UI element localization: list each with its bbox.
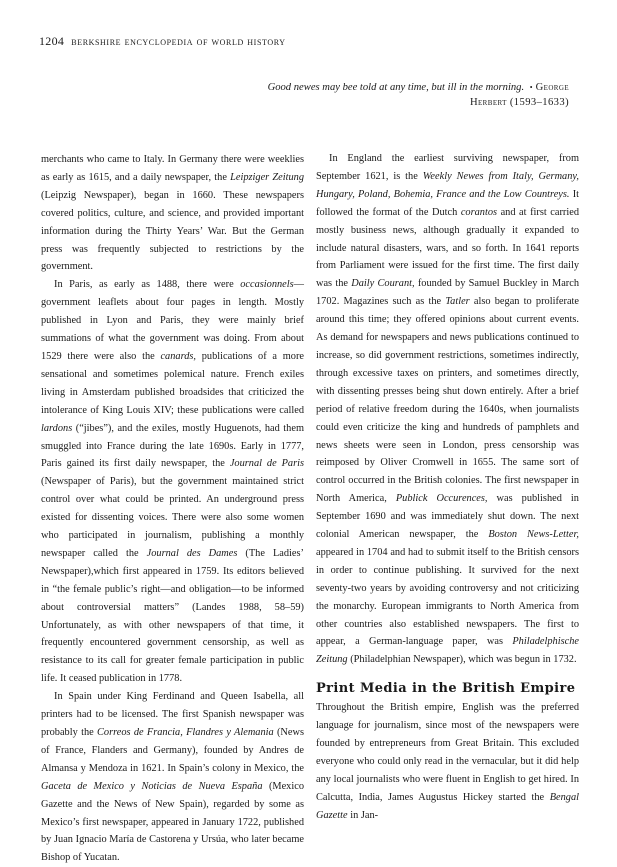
text-run: and at first carried mostly business news, although gradually it expanded to include natural disasters, wars, and so forth. In 1641 reports from Parliament were issued for the first time. The first daily was the <box>316 206 579 290</box>
text-run: Throughout the British empire, English was the preferred language for journalism, since most of the newspapers were founded by entrepreneurs from Great Britain. This excluded everyone who could only read in the vernacular, but it did help any local journalists who were fluent in English to get hired. In Calcutta, India, James Augustus Hickey started the <box>316 702 579 803</box>
italic-title: Bengal Gazette <box>316 791 579 821</box>
paragraph <box>41 688 304 867</box>
italic-term: canards, <box>160 350 196 362</box>
italic-title: Philadelphische Zeitung <box>316 636 579 666</box>
text-run: In England the earliest surviving newspaper, from September 1621, is the <box>316 153 579 182</box>
paragraph <box>41 276 304 688</box>
text-run: (News of France, Flanders and Germany), founded by Andres de Almansa y Mendoza in 1621. In Spain’s colony in Mexico, the <box>41 727 304 774</box>
right-column <box>316 150 579 825</box>
text-run: (Mexico Gazette and the News of New Spain), regarded by some as Mexico’s first newspaper, appeared in January 1722, published by Juan Ignacio María de Castorena y Ursúa, who later became Bishop of Yucatan. <box>41 780 304 864</box>
paragraph <box>316 150 579 669</box>
running-header <box>39 34 286 49</box>
epigraph-author: George Herbert (1593–1633) <box>469 82 569 108</box>
left-column <box>41 151 304 867</box>
section-heading: Print Media in the British Empire <box>316 681 576 697</box>
text-run: publications of a more sensational and sometimes polemical nature. French exiles living in Amsterdam published broadsides that criticized the intolerance of King Louis XIV; these publications were called <box>41 350 304 416</box>
text-run: founded by Samuel Buckley in March 1702. Magazines such as the <box>316 278 579 308</box>
text-run: (The Ladies’ Newspaper),which first appeared in 1759. Its editors believed in “the female public’s right—and obligation—to be informed about controversial matters” (Landes 1988, 58–59) Unfortunately, as with other newspapers of that time, it frequently encountered government censorship, as well as resistance to its call for greater female participation in public life. It ceased publication in 1778. <box>41 547 304 685</box>
paragraph <box>316 699 579 824</box>
text-run: merchants who came to Italy. In Germany there were weeklies as early as 1615, and a daily newspaper, the <box>41 154 304 183</box>
epigraph-bullet: • <box>529 83 533 92</box>
italic-term: corantos <box>460 206 498 218</box>
italic-term: lardons <box>41 422 73 434</box>
text-run: (Philadelphian Newspaper), which was begun in 1732. <box>347 654 577 666</box>
text-run: It followed the format of the Dutch <box>316 188 580 218</box>
book-title: berkshire encyclopedia of world history <box>71 36 286 48</box>
text-run: also began to proliferate around this time; they offered opinions about current events. As demand for newspapers and news publications continued to increase, so did government restrictions, sometimes indirectly, through excessive taxes on printers, and sometimes directly, with dissenting presses being shut down entirely. After a brief period of relative freedom during the 1640s, when journalists could even criticize the king and hundreds of pamphlets and news sheets were seen in London, press censorship was reimposed by Oliver Cromwell in 1655. The same sort of control occurred in the British colonies. The first newspaper in North America, <box>316 296 579 505</box>
italic-title: Correos de Francia, Flandres y Alemania <box>97 727 274 738</box>
text-run: (“jibes”), and the exiles, mostly Huguenots, had them smuggled into France during the late 1690s. Early in 1777, Paris gained its first daily newspaper, the <box>41 422 304 470</box>
italic-term: occasionnels <box>240 279 294 291</box>
italic-title: Publick Occurences, <box>395 493 488 505</box>
italic-title: Daily Courant, <box>351 278 415 290</box>
text-run: (Leipzig Newspaper), began in 1660. These newspapers covered politics, culture, and science, and provided important information during the Thirty Years’ War. But the German press was frequently subjected to restrictions by the government. <box>41 189 304 273</box>
italic-title: Gaceta de Mexico y Noticias de Nueva España <box>41 780 263 792</box>
italic-title: Tatler <box>445 296 470 308</box>
italic-title: Boston News-Letter, <box>488 529 579 541</box>
page-number: 1204 <box>39 34 65 48</box>
italic-title: Journal de Paris <box>229 458 304 470</box>
text-run: appeared in 1704 and had to submit itself to the British censors in order to continue publishing. It survived for the next seventy-two years by avoiding controversy and not criticizing the monarchy. European immigrants to North America from other countries also established newspapers. The first to appear, a German-language paper, was <box>316 546 579 648</box>
text-run: In Paris, as early as 1488, there were <box>54 279 241 291</box>
epigraph-text: Good newes may bee told at any time, but ill in the morning. <box>267 82 525 93</box>
text-run: was published in September 1690 and was immediately shut down. The next colonial American newspaper, the <box>316 493 579 541</box>
text-run: (Newspaper of Paris), but the government maintained strict control over what could be printed. An underground press existed for dissenting voices. There were also some women who participated in journalism, publishing a monthly newspaper called the <box>41 476 304 559</box>
text-run: —government leaflets about four pages in length. Mostly published in Lyon and Paris, they were mainly brief summations of what the government was doing. From about 1529 there were also the <box>41 279 304 362</box>
italic-title: Journal des Dames <box>146 547 238 559</box>
epigraph <box>239 80 569 110</box>
italic-title: Weekly Newes from Italy, Germany, Hungary, Poland, Bohemia, France and the Low Countreys. <box>316 170 579 200</box>
paragraph <box>41 151 304 276</box>
text-run: in Jan- <box>347 809 379 821</box>
italic-title: Leipziger Zeitung <box>230 171 304 183</box>
text-run: In Spain under King Ferdinand and Queen Isabella, all printers had to be licensed. The first Spanish newspaper was probably the <box>41 691 304 738</box>
